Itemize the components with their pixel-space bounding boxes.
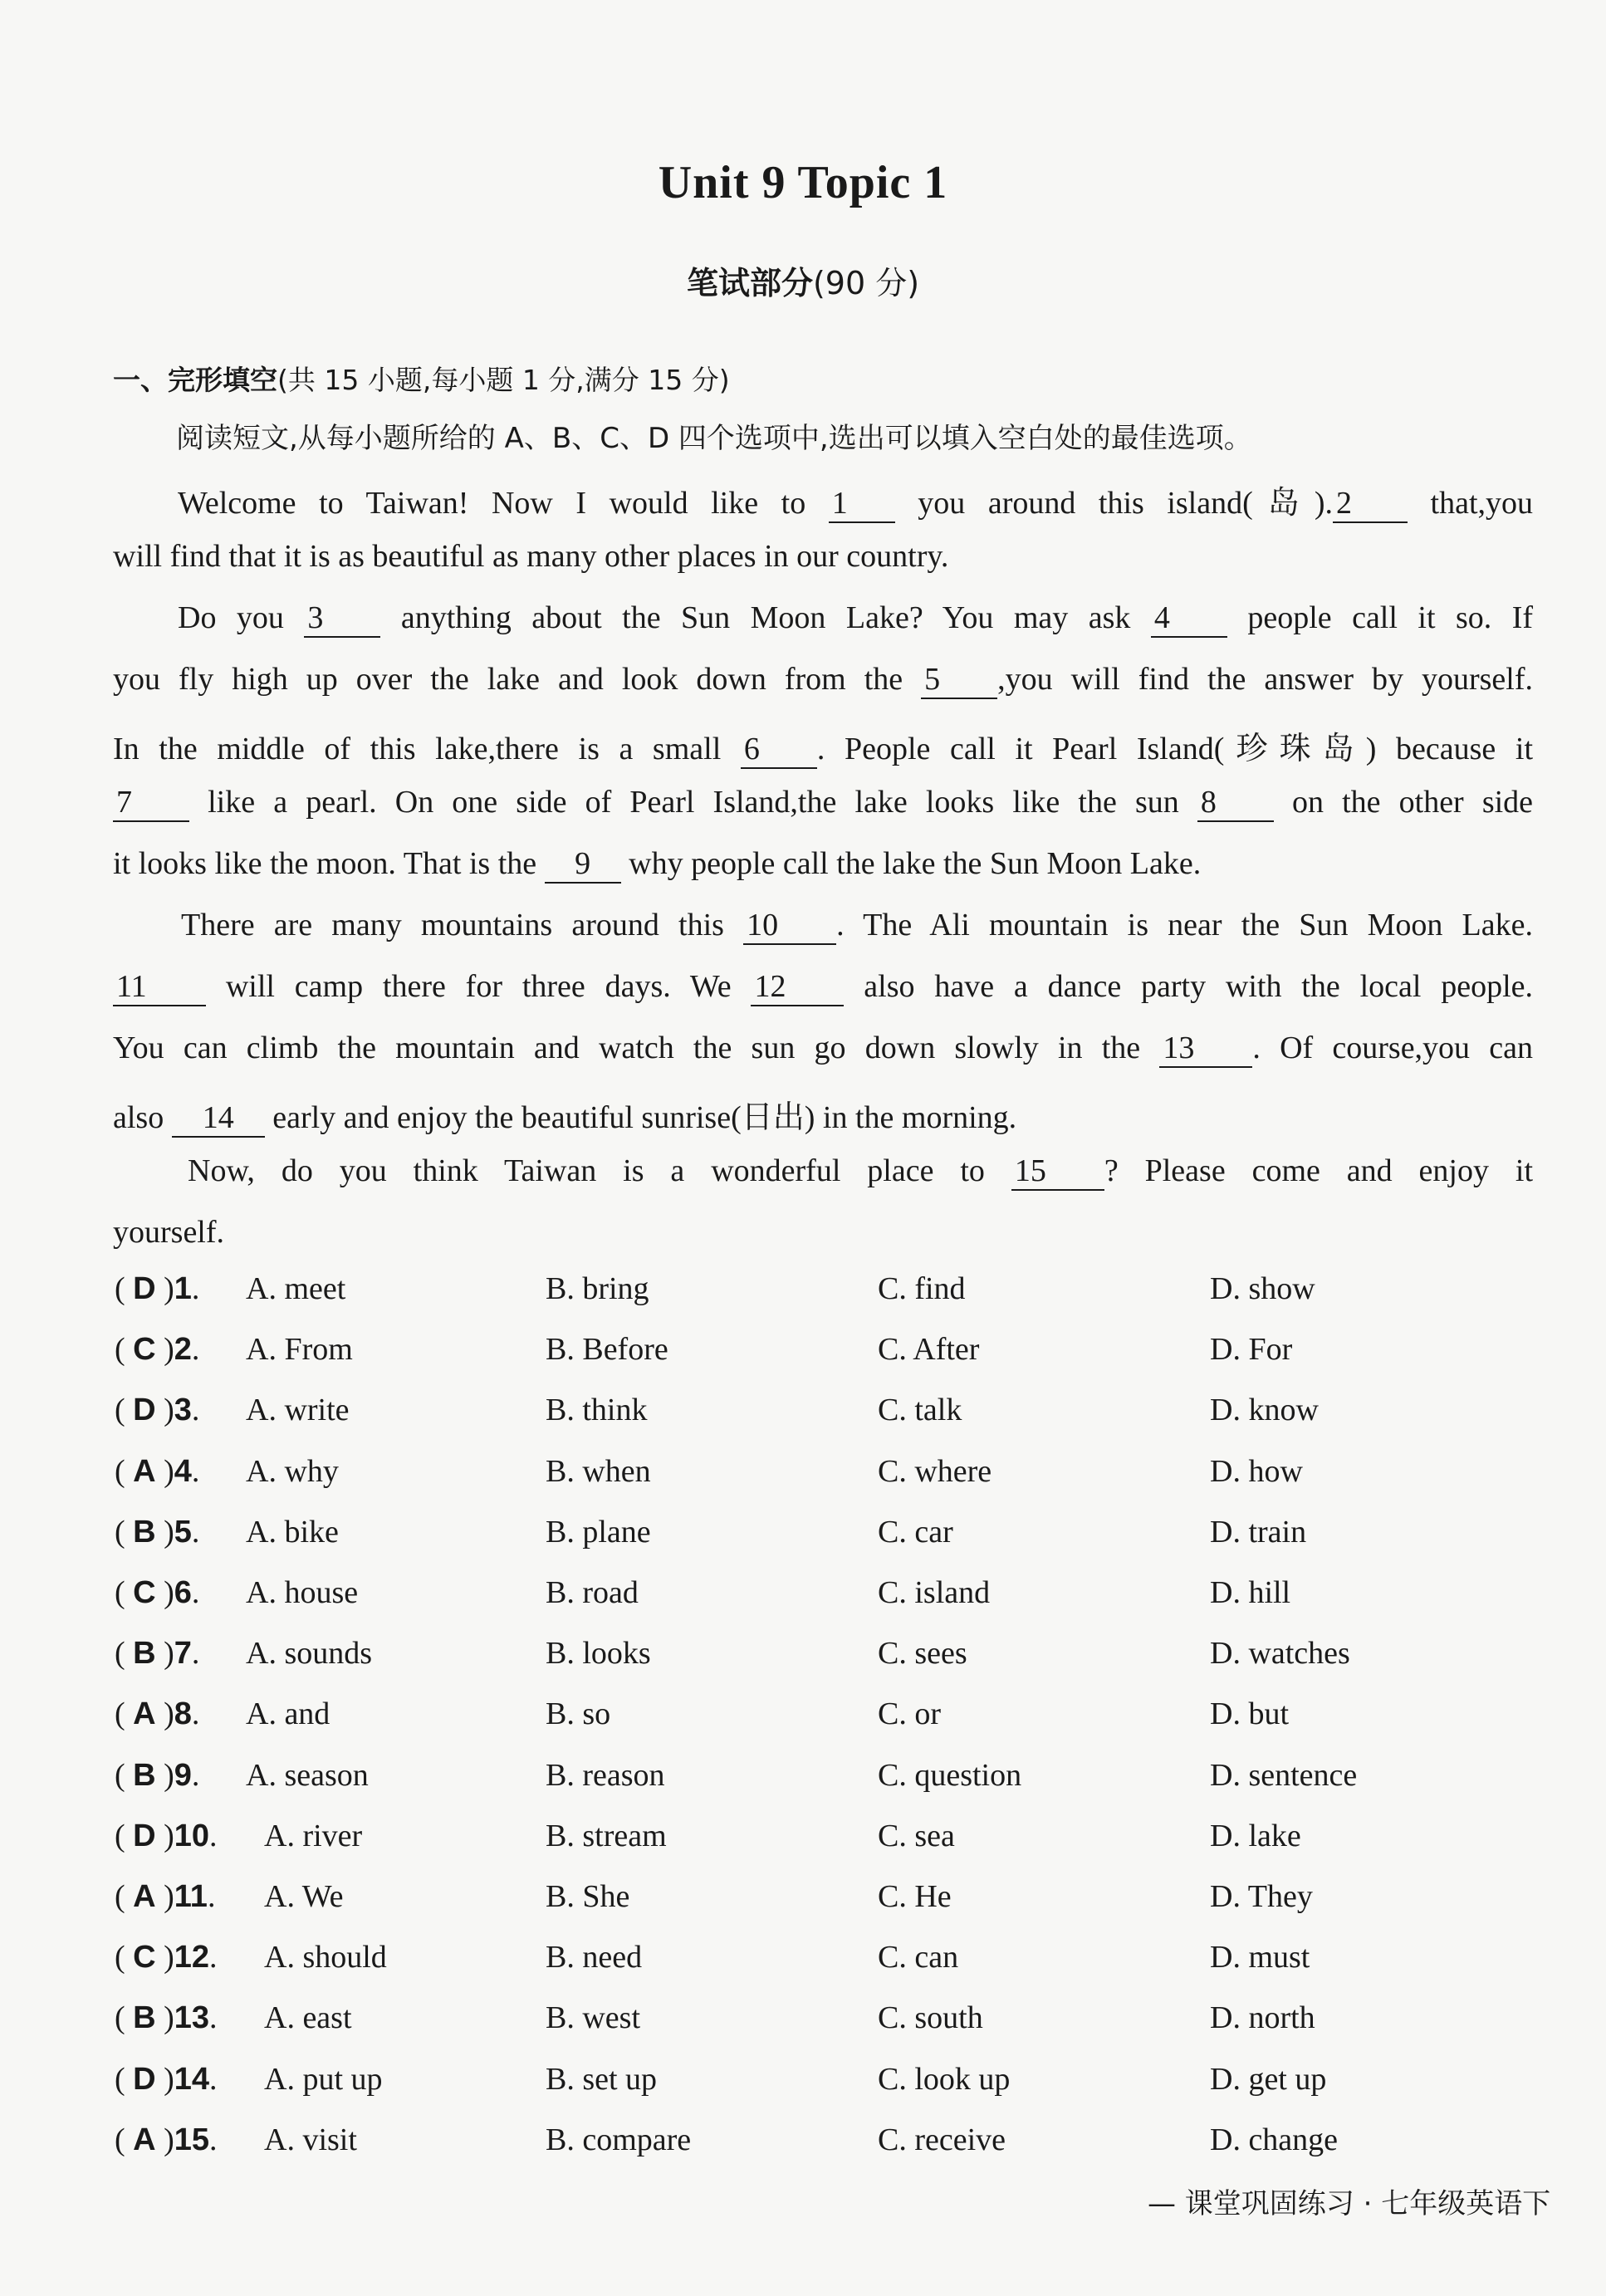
passage-line: you fly high up over the lake and look down from the 5 ,you will find the answer by yourself. <box>113 661 1533 699</box>
option-a: A. sounds <box>246 1636 373 1672</box>
option-b: B. think <box>546 1393 648 1428</box>
option-d: D. show <box>1210 1271 1315 1306</box>
page-title: Unit 9 Topic 1 <box>658 157 948 208</box>
answer-letter: B <box>133 2000 156 2036</box>
question-number: 2 <box>174 1332 192 1368</box>
option-d: D. how <box>1210 1453 1303 1489</box>
answer-letter: B <box>133 1514 156 1549</box>
option-b: B. west <box>546 2000 640 2036</box>
option-d: D. watches <box>1210 1636 1350 1672</box>
question-number: 8 <box>174 1696 192 1732</box>
answer-letter: D <box>133 1818 156 1853</box>
option-b: B. need <box>546 1940 643 1975</box>
option-c: C. talk <box>878 1393 962 1428</box>
option-c: C. sees <box>878 1636 967 1672</box>
question-number: 14 <box>174 2061 210 2097</box>
passage-line: There are many mountains around this 10 . The Ali mountain is near the Sun Moon Lake. <box>181 907 1533 945</box>
option-a: A. why <box>246 1453 339 1489</box>
blank-9: 9 <box>545 847 621 884</box>
option-d: D. get up <box>1210 2061 1327 2097</box>
answer-letter: B <box>133 1636 156 1672</box>
question-number: 5 <box>174 1514 192 1549</box>
option-b: B. plane <box>546 1514 651 1549</box>
option-a: A. From <box>246 1332 353 1368</box>
option-d: D. lake <box>1210 1818 1301 1853</box>
part-label: 笔试部分 <box>686 265 813 301</box>
option-a: A. put up <box>264 2061 383 2097</box>
option-a: A. river <box>264 1818 363 1853</box>
option-d: D. but <box>1210 1696 1289 1732</box>
passage-line: it looks like the moon. That is the 9 why people call the lake the Sun Moon Lake. <box>113 845 1533 884</box>
option-a: A. We <box>264 1879 344 1914</box>
answer-slot: ( C )2. <box>115 1332 200 1368</box>
section-heading <box>113 359 730 398</box>
question-number: 15 <box>174 2122 210 2157</box>
blank-6: 6 <box>741 732 817 769</box>
answer-letter: A <box>133 1696 156 1732</box>
question-number: 13 <box>174 2000 210 2036</box>
answer-slot: ( A )4. <box>115 1453 200 1489</box>
answer-slot: ( B )5. <box>115 1514 200 1549</box>
option-c: C. After <box>878 1332 980 1368</box>
option-b: B. reason <box>546 1757 665 1793</box>
option-b: B. bring <box>546 1271 649 1306</box>
option-c: C. receive <box>878 2122 1006 2157</box>
passage-line: Now, do you think Taiwan is a wonderful place to 15 ? Please come and enjoy it <box>188 1153 1533 1191</box>
option-c: C. sea <box>878 1818 955 1853</box>
option-b: B. road <box>546 1575 639 1610</box>
option-c: C. where <box>878 1453 992 1489</box>
answer-letter: C <box>133 1575 156 1610</box>
blank-13: 13 <box>1159 1031 1252 1068</box>
section-label: 一、完形填空 <box>113 364 277 396</box>
option-b: B. set up <box>546 2061 658 2097</box>
blank-5: 5 <box>921 663 997 699</box>
option-a: A. and <box>246 1696 331 1732</box>
question-number: 10 <box>174 1818 210 1853</box>
passage-line: In the middle of this lake,there is a small 6 . People call it Pearl Island(珍珠岛) because it <box>113 722 1533 769</box>
question-number: 9 <box>174 1757 192 1793</box>
answer-slot: ( B )13. <box>115 2000 218 2036</box>
footer: — 课堂巩固练习 · 七年级英语下 <box>1148 2187 1551 2220</box>
option-c: C. car <box>878 1514 953 1549</box>
option-d: D. must <box>1210 1940 1310 1975</box>
option-d: D. north <box>1210 2000 1315 2036</box>
answer-slot: ( C )6. <box>115 1575 200 1610</box>
passage-line: yourself. <box>113 1215 225 1250</box>
option-a: A. write <box>246 1393 350 1428</box>
blank-1: 1 <box>829 487 895 523</box>
option-c: C. question <box>878 1757 1022 1793</box>
answer-letter: D <box>133 1393 156 1428</box>
answer-slot: ( D )3. <box>115 1393 200 1428</box>
option-b: B. so <box>546 1696 611 1732</box>
option-d: D. train <box>1210 1514 1307 1549</box>
question-number: 1 <box>174 1271 192 1306</box>
option-d: D. They <box>1210 1879 1313 1914</box>
option-d: D. sentence <box>1210 1757 1358 1793</box>
part-heading <box>0 257 1606 303</box>
option-c: C. He <box>878 1879 952 1914</box>
instruction: 阅读短文,从每小题所给的 A、B、C、D 四个选项中,选出可以填入空白处的最佳选项。 <box>176 422 1252 455</box>
answer-letter: D <box>133 1271 156 1306</box>
blank-10: 10 <box>743 908 836 945</box>
section-info: (共 15 小题,每小题 1 分,满分 15 分) <box>277 364 730 396</box>
part-score: (90 分) <box>812 265 920 301</box>
option-b: B. Before <box>546 1332 668 1368</box>
blank-3: 3 <box>304 601 380 638</box>
question-number: 4 <box>174 1453 192 1489</box>
passage-line: Welcome to Taiwan! Now I would like to 1 you around this island(岛). 2 that,you <box>178 477 1533 523</box>
option-c: C. can <box>878 1940 959 1975</box>
option-a: A. meet <box>246 1271 346 1306</box>
answer-letter: B <box>133 1757 156 1793</box>
answer-slot: ( D )10. <box>115 1818 218 1853</box>
option-a: A. house <box>246 1575 359 1610</box>
option-a: A. east <box>264 2000 352 2036</box>
option-d: D. change <box>1210 2122 1339 2157</box>
passage-line: will find that it is as beautiful as many other places in our country. <box>113 539 949 574</box>
answer-slot: ( D )14. <box>115 2061 218 2097</box>
option-a: A. should <box>264 1940 387 1975</box>
option-c: C. island <box>878 1575 991 1610</box>
answer-slot: ( C )12. <box>115 1940 218 1975</box>
answer-slot: ( B )9. <box>115 1757 200 1793</box>
answer-slot: ( B )7. <box>115 1636 200 1672</box>
passage-line: 11 will camp there for three days. We 12 also have a dance party with the local people. <box>113 968 1533 1006</box>
answer-letter: C <box>133 1940 156 1975</box>
blank-8: 8 <box>1197 786 1274 822</box>
passage-line: 7 like a pearl. On one side of Pearl Island,the lake looks like the sun 8 on the other side <box>113 784 1533 822</box>
answer-letter: A <box>133 1453 156 1489</box>
answer-letter: C <box>133 1332 156 1368</box>
option-d: D. For <box>1210 1332 1293 1368</box>
answer-slot: ( A )11. <box>115 1879 216 1914</box>
question-number: 6 <box>174 1575 192 1610</box>
answer-letter: D <box>133 2061 156 2097</box>
option-a: A. visit <box>264 2122 357 2157</box>
option-b: B. She <box>546 1879 630 1914</box>
option-c: C. south <box>878 2000 983 2036</box>
answer-slot: ( D )1. <box>115 1271 200 1306</box>
option-d: D. hill <box>1210 1575 1291 1610</box>
option-b: B. compare <box>546 2122 692 2157</box>
blank-4: 4 <box>1151 601 1227 638</box>
blank-15: 15 <box>1011 1154 1104 1191</box>
option-d: D. know <box>1210 1393 1319 1428</box>
passage-line: You can climb the mountain and watch the sun go down slowly in the 13 . Of course,you can <box>113 1030 1533 1068</box>
option-c: C. look up <box>878 2061 1011 2097</box>
question-number: 3 <box>174 1393 192 1428</box>
option-a: A. bike <box>246 1514 339 1549</box>
passage-line: also 14 early and enjoy the beautiful sunrise(日出) in the morning. <box>113 1091 1533 1138</box>
answer-letter: A <box>133 2122 156 2157</box>
option-b: B. stream <box>546 1818 667 1853</box>
option-c: C. or <box>878 1696 941 1732</box>
option-a: A. season <box>246 1757 369 1793</box>
blank-2: 2 <box>1333 487 1408 523</box>
option-b: B. when <box>546 1453 651 1489</box>
blank-14: 14 <box>172 1101 265 1138</box>
question-number: 7 <box>174 1636 192 1672</box>
question-number: 11 <box>174 1879 208 1914</box>
blank-7: 7 <box>113 786 189 822</box>
blank-12: 12 <box>751 970 844 1006</box>
option-c: C. find <box>878 1271 966 1306</box>
answer-letter: A <box>133 1879 156 1914</box>
blank-11: 11 <box>113 970 206 1006</box>
option-b: B. looks <box>546 1636 651 1672</box>
answer-slot: ( A )15. <box>115 2122 218 2157</box>
question-number: 12 <box>174 1940 210 1975</box>
passage-line: Do you 3 anything about the Sun Moon Lake? You may ask 4 people call it so. If <box>178 600 1533 638</box>
answer-slot: ( A )8. <box>115 1696 200 1732</box>
